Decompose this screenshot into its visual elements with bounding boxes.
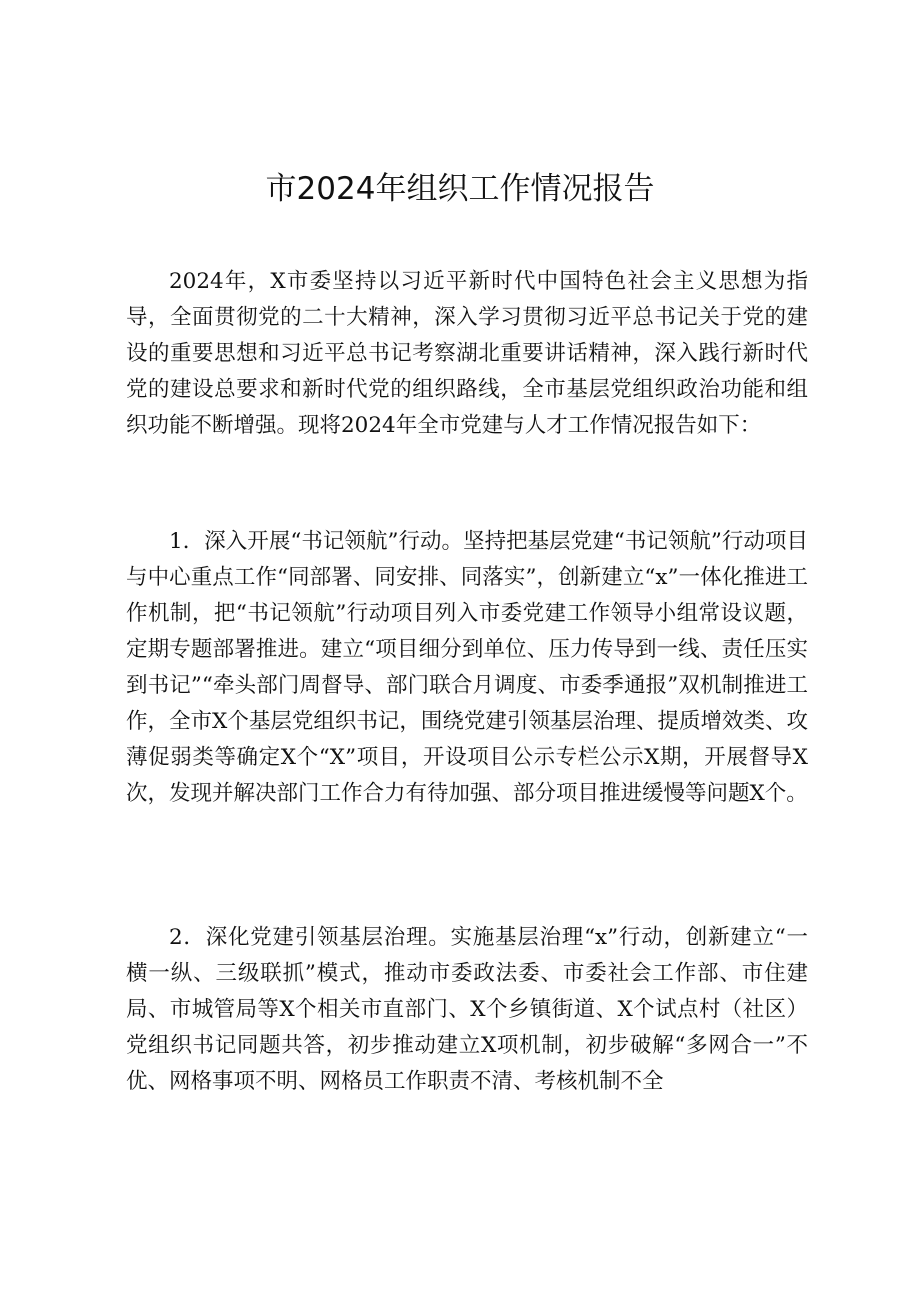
section-1-paragraph: 1．深入开展“书记领航”行动。坚持把基层党建“书记领航”行动项目与中心重点工作“同部署、同安排、同落实”，创新建立“x”一体化推进工作机制，把“书记领航”行动项目列入市委党建工作领导小组常设议题，定期专题部署推进。建立“项目细分到单位、压力传导到一线、责任压实到书记”“牵头部门周督导、部门联合月调度、市委季通报”双机制推进工作，全市X个基层党组织书记，围绕党建引领基层治理、提质增效类、攻薄促弱类等确定X个“X”项目，开设项目公示专栏公示X期，开展督导X次，发现并解决部门工作合力有待加强、部分项目推进缓慢等问题X个。 [126, 529, 808, 806]
section-2-paragraph: 2．深化党建引领基层治理。实施基层治理“x”行动，创新建立“一横一纵、三级联抓”模式，推动市委政法委、市委社会工作部、市住建局、市城管局等X个相关市直部门、X个乡镇街道、X个试点村（社区）党组织书记同题共答，初步推动建立X项机制，初步破解“多网合一”不优、网格事项不明、网格员工作职责不清、考核机制不全 [126, 925, 808, 1094]
page-title: 市2024年组织工作情况报告 [265, 171, 655, 207]
intro-paragraph: 2024年，X市委坚持以习近平新时代中国特色社会主义思想为指导，全面贯彻党的二十大精神，深入学习贯彻习近平总书记关于党的建设的重要思想和习近平总书记考察湖北重要讲话精神，深入践行新时代党的建设总要求和新时代党的组织路线，全市基层党组织政治功能和组织功能不断增强。现将2024年全市党建与人才工作情况报告如下： [126, 269, 808, 438]
